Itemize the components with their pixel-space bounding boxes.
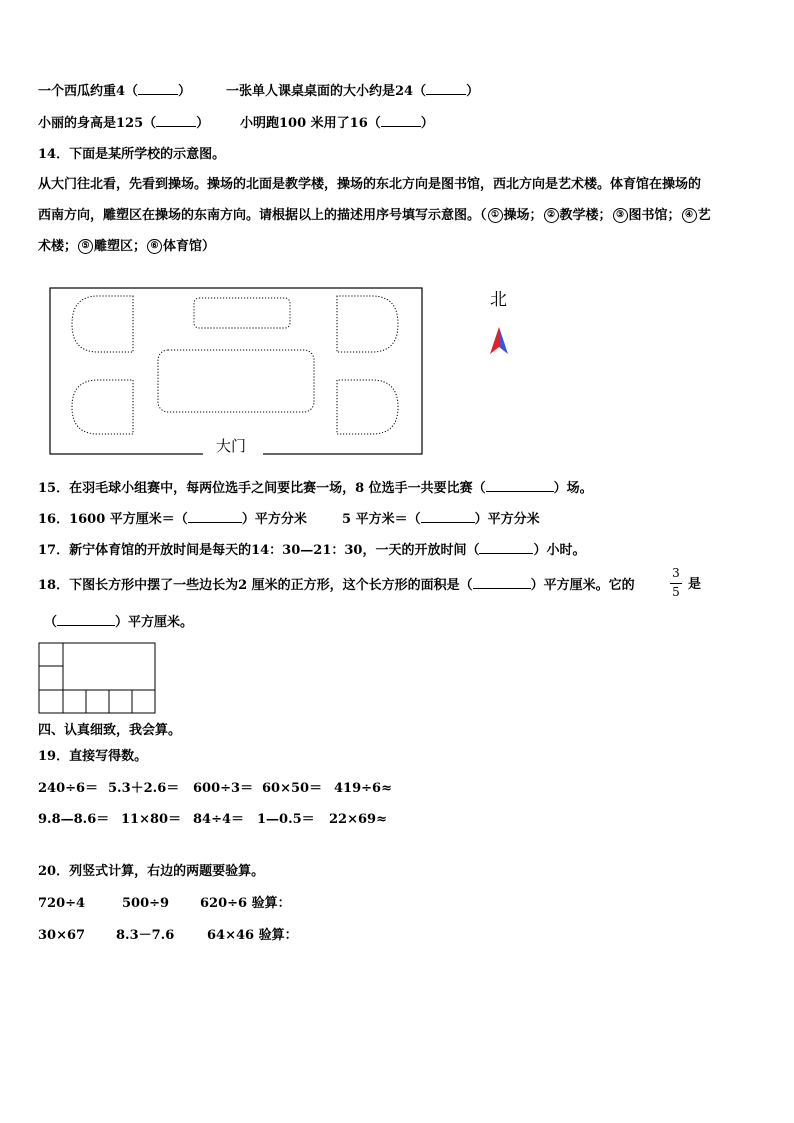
q14-title: 14．下面是某所学校的示意图。 (38, 147, 226, 162)
number-four: ④ (682, 208, 697, 223)
unit-desk: 一张单人课桌桌面的大小约是24（ ） (226, 84, 480, 99)
answer-blank[interactable] (381, 115, 421, 127)
answer-blank[interactable] (473, 577, 531, 589)
unit-run: 小明跑100 米用了16（ ） (240, 116, 434, 131)
q20-r1-c1: 720÷4 (38, 896, 86, 911)
q19-r2-c2: 11×80＝ (121, 812, 182, 827)
q20-r2-c3: 64×46 验算： (207, 928, 298, 943)
q19-r2-c1: 9.8—8.6＝ (38, 812, 110, 827)
q19-r1-c4: 60×50＝ (262, 781, 323, 796)
unit-watermelon: 一个西瓜约重4（ ） (38, 84, 192, 99)
q18-line1: 18．下图长方形中摆了一些边长为2 厘米的正方形，这个长方形的面积是（ ）平方厘米。它的 (38, 578, 635, 593)
q20-r1-c2: 500÷9 (122, 896, 170, 911)
rectangle-squares-figure (38, 642, 158, 716)
answer-blank[interactable] (188, 511, 242, 523)
number-six: ⑥ (147, 239, 162, 254)
q19-r2-c3: 84÷4＝ (193, 812, 245, 827)
art-building-area (72, 296, 133, 352)
answer-blank[interactable] (479, 542, 533, 554)
q20-r1-c3: 620÷6 验算： (200, 896, 291, 911)
q18-tail: 是 (688, 577, 702, 592)
number-three: ③ (613, 208, 628, 223)
q15: 15．在羽毛球小组赛中，每两位选手之间要比赛一场，8 位选手一共要比赛（ ）场。 (38, 481, 593, 496)
q19-r1-c3: 600÷3＝ (193, 781, 254, 796)
number-five: ⑤ (78, 239, 93, 254)
q16-part-b: 5 平方米＝（ ）平方分米 (342, 512, 540, 527)
school-map-diagram (48, 286, 426, 456)
q19-r2-c4: 1—0.5＝ (257, 812, 315, 827)
q19-r1-c5: 419÷6≈ (334, 781, 392, 796)
north-label: 北 (490, 290, 507, 310)
playground-area (158, 350, 314, 412)
fraction-bar (670, 583, 682, 584)
gym-area (72, 380, 133, 434)
q18-line2: （ ）平方厘米。 (44, 615, 194, 630)
q16-part-a: 16．1600 平方厘米＝（ ）平方分米 (38, 512, 307, 527)
answer-blank[interactable] (426, 83, 466, 95)
q14-line1: 从大门往北看，先看到操场。操场的北面是教学楼，操场的东北方向是图书馆，西北方向是艺术楼。体育馆在操场的 (38, 177, 702, 192)
q19-r2-c5: 22×69≈ (329, 812, 387, 827)
q14-line2: 西南方向，雕塑区在操场的东南方向。请根据以上的描述用序号填写示意图。（ ① 操场； ② 教学楼； ③ 图书馆； ④ 艺 (38, 208, 711, 223)
north-arrow-icon (488, 324, 512, 356)
section-4-heading: 四、认真细致，我会算。 (38, 723, 182, 738)
school-boundary (50, 288, 422, 454)
q20-title: 20．列竖式计算，右边的两题要验算。 (38, 864, 265, 879)
answer-blank[interactable] (486, 480, 554, 492)
q19-title: 19．直接写得数。 (38, 749, 148, 764)
q19-r1-c2: 5.3＋2.6＝ (108, 781, 180, 796)
answer-blank[interactable] (57, 614, 115, 626)
unit-height: 小丽的身高是125（ ） (38, 116, 210, 131)
answer-blank[interactable] (156, 115, 196, 127)
q20-r2-c2: 8.3－7.6 (116, 928, 175, 943)
q14-line3: 术楼； ⑤ 雕塑区； ⑥ 体育馆） (38, 239, 216, 254)
q20-r2-c1: 30×67 (38, 928, 86, 943)
library-area (337, 296, 398, 352)
sculpture-area (337, 380, 398, 434)
gate-label: 大门 (216, 437, 247, 455)
number-two: ② (544, 208, 559, 223)
answer-blank[interactable] (421, 511, 475, 523)
q19-r1-c1: 240÷6＝ (38, 781, 99, 796)
fraction-numerator: 3 (672, 566, 680, 580)
number-one: ① (488, 208, 503, 223)
teaching-building-area (194, 298, 290, 328)
fraction-denominator: 5 (672, 585, 680, 599)
q17: 17．新宁体育馆的开放时间是每天的14：30—21：30，一天的开放时间（ ）小时。 (38, 543, 586, 558)
answer-blank[interactable] (138, 83, 178, 95)
